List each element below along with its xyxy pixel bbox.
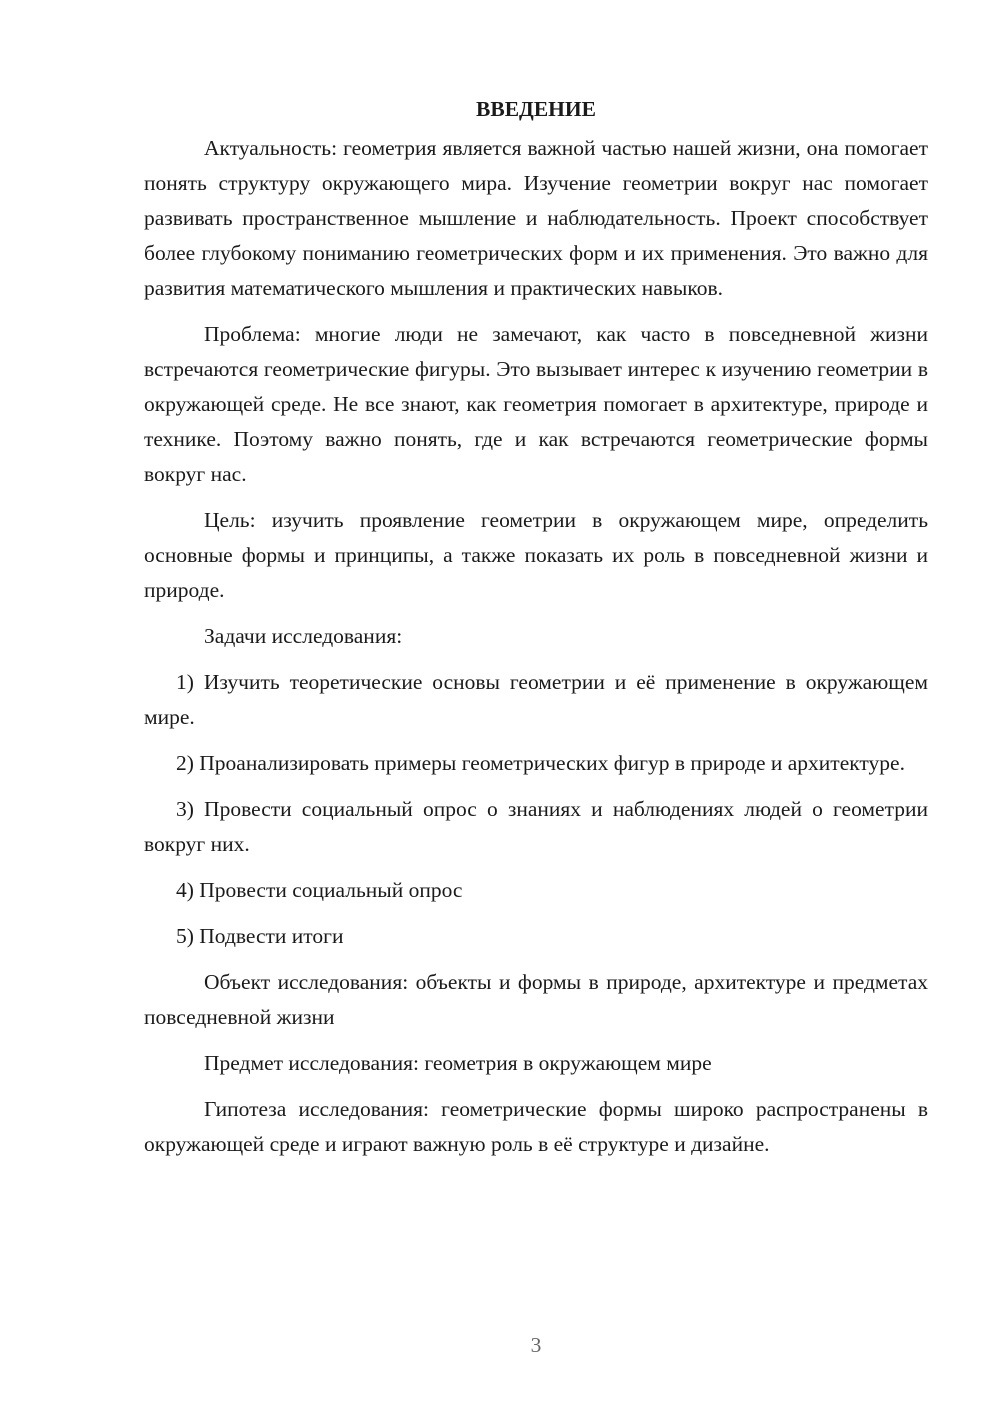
tasks-heading: Задачи исследования: xyxy=(204,624,403,648)
goal-paragraph: Цель: изучить проявление геометрии в окружающем мире, определить основные формы и принципы, а также показать их роль в повседневной жизни и природе. xyxy=(144,508,928,602)
task-item-2: 2) Проанализировать примеры геометрических фигур в природе и архитектуре. xyxy=(176,751,905,775)
page-number: 3 xyxy=(530,1333,542,1357)
problem-paragraph: Проблема: многие люди не замечают, как часто в повседневной жизни встречаются геометрические фигуры. Это вызывает интерес к изучению геометрии в окружающей среде. Не все знают, как геометрия помогает в архитектуре, природе и технике. Поэтому важно понять, где и как встречаются геометрические формы вокруг нас. xyxy=(144,322,928,486)
task-item-5: 5) Подвести итоги xyxy=(176,924,344,948)
document-body xyxy=(144,92,928,1173)
section-title: ВВЕДЕНИЕ xyxy=(476,97,596,121)
subject-paragraph: Предмет исследования: геометрия в окружающем мире xyxy=(204,1051,712,1075)
relevance-paragraph: Актуальность: геометрия является важной частью нашей жизни, она помогает понять структуру окружающего мира. Изучение геометрии вокруг нас помогает развивать пространственное мышление и наблюдательность. Проект способствует более глубокому пониманию геометрических форм и их применения. Это важно для развития математического мышления и практических навыков. xyxy=(144,136,928,300)
hypothesis-paragraph: Гипотеза исследования: геометрические формы широко распространены в окружающей среде и играют важную роль в её структуре и дизайне. xyxy=(144,1097,928,1156)
task-item-1: 1) Изучить теоретические основы геометрии и её применение в окружающем мире. xyxy=(144,670,928,729)
task-item-4: 4) Провести социальный опрос xyxy=(176,878,463,902)
object-paragraph: Объект исследования: объекты и формы в природе, архитектуре и предметах повседневной жизни xyxy=(144,970,928,1029)
task-item-3: 3) Провести социальный опрос о знаниях и наблюдениях людей о геометрии вокруг них. xyxy=(144,797,928,856)
